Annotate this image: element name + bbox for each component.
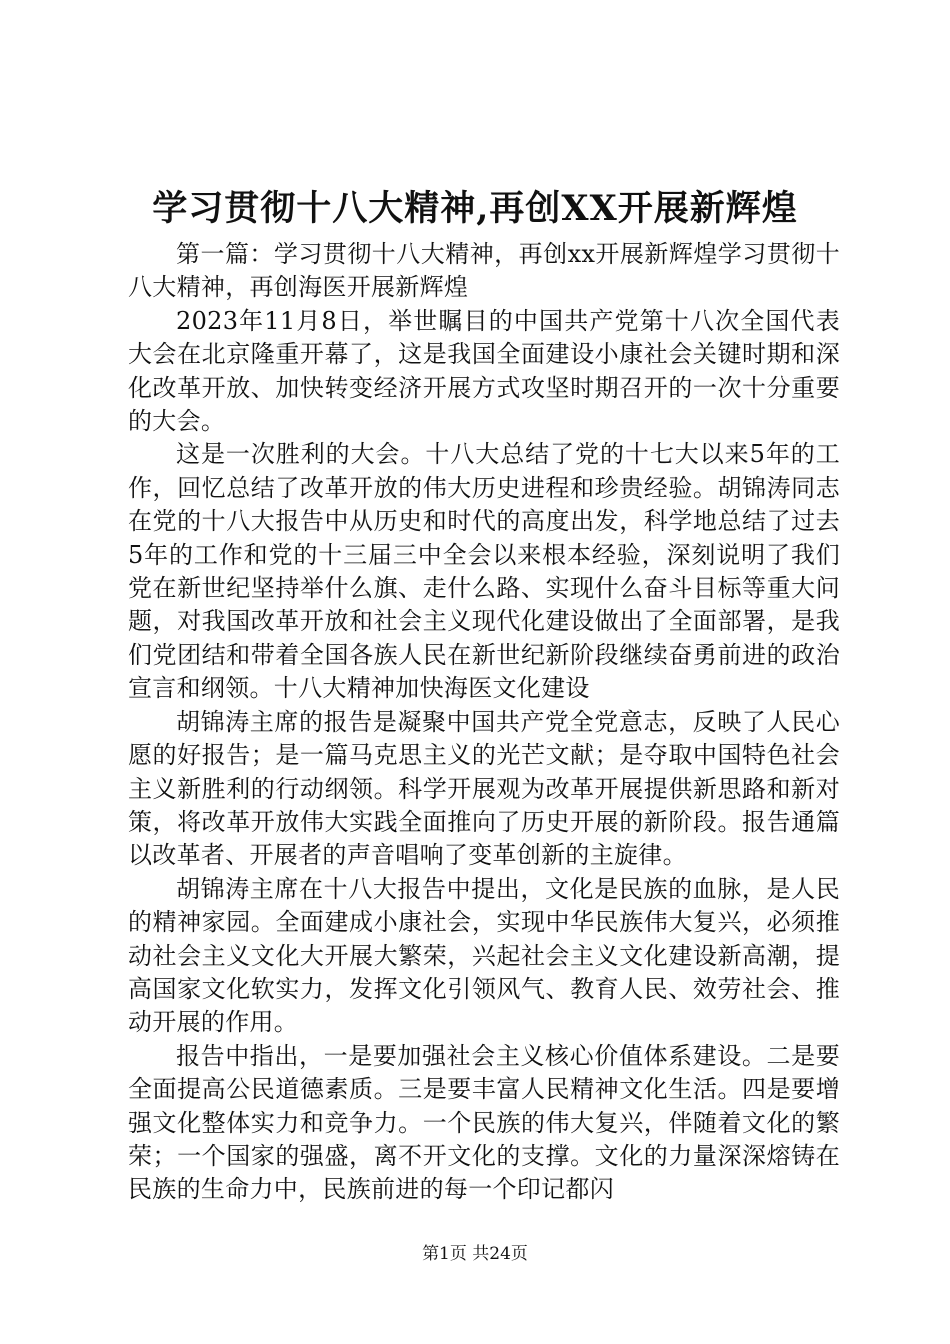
paragraph: 胡锦涛主席的报告是凝聚中国共产党全党意志，反映了人民心愿的好报告；是一篇马克思主义的光芒文献；是夺取中国特色社会主义新胜利的行动纲领。科学开展观为改革开展提供新思路和新对策，将改革开放伟大实践全面推向了历史开展的新阶段。报告通篇以改革者、开展者的声音唱响了变革创新的主旋律。 [128,707,840,870]
page-footer: 第1页 共24页 [422,1244,528,1264]
paragraph: 这是一次胜利的大会。十八大总结了党的十七大以来5年的工作，回忆总结了改革开放的伟大历史进程和珍贵经验。胡锦涛同志在党的十八大报告中从历史和时代的高度出发，科学地总结了过去5年的工作和党的十三届三中全会以来根本经验，深刻说明了我们党在新世纪坚持举什么旗、走什么路、实现什么奋斗目标等重大问题，对我国改革开放和社会主义现代化建设做出了全面部署，是我们党团结和带着全国各族人民在新世纪新阶段继续奋勇前进的政治宣言和纲领。十八大精神加快海医文化建设 [128,440,840,703]
paragraph: 第一篇：学习贯彻十八大精神，再创xx开展新辉煌学习贯彻十八大精神，再创海医开展新辉煌 [128,240,840,302]
document-body [128,238,840,1207]
paragraph: 2023年11月8日，举世瞩目的中国共产党第十八次全国代表大会在北京隆重开幕了，这是我国全面建设小康社会关键时期和深化改革开放、加快转变经济开展方式攻坚时期召开的一次十分重要的大会。 [128,306,840,436]
paragraph: 报告中指出，一是要加强社会主义核心价值体系建设。二是要全面提高公民道德素质。三是要丰富人民精神文化生活。四是要增强文化整体实力和竞争力。一个民族的伟大复兴，伴随着文化的繁荣；一个国家的强盛，离不开文化的支撑。文化的力量深深熔铸在民族的生命力中，民族前进的每一个印记都闪 [128,1041,840,1204]
paragraph: 胡锦涛主席在十八大报告中提出，文化是民族的血脉，是人民的精神家园。全面建成小康社会，实现中华民族伟大复兴，必须推动社会主义文化大开展大繁荣，兴起社会主义文化建设新高潮，提高国家文化软实力，发挥文化引领风气、教育人民、效劳社会、推动开展的作用。 [128,874,840,1037]
document-title: 学习贯彻十八大精神,再创XX开展新辉煌 [152,188,798,229]
